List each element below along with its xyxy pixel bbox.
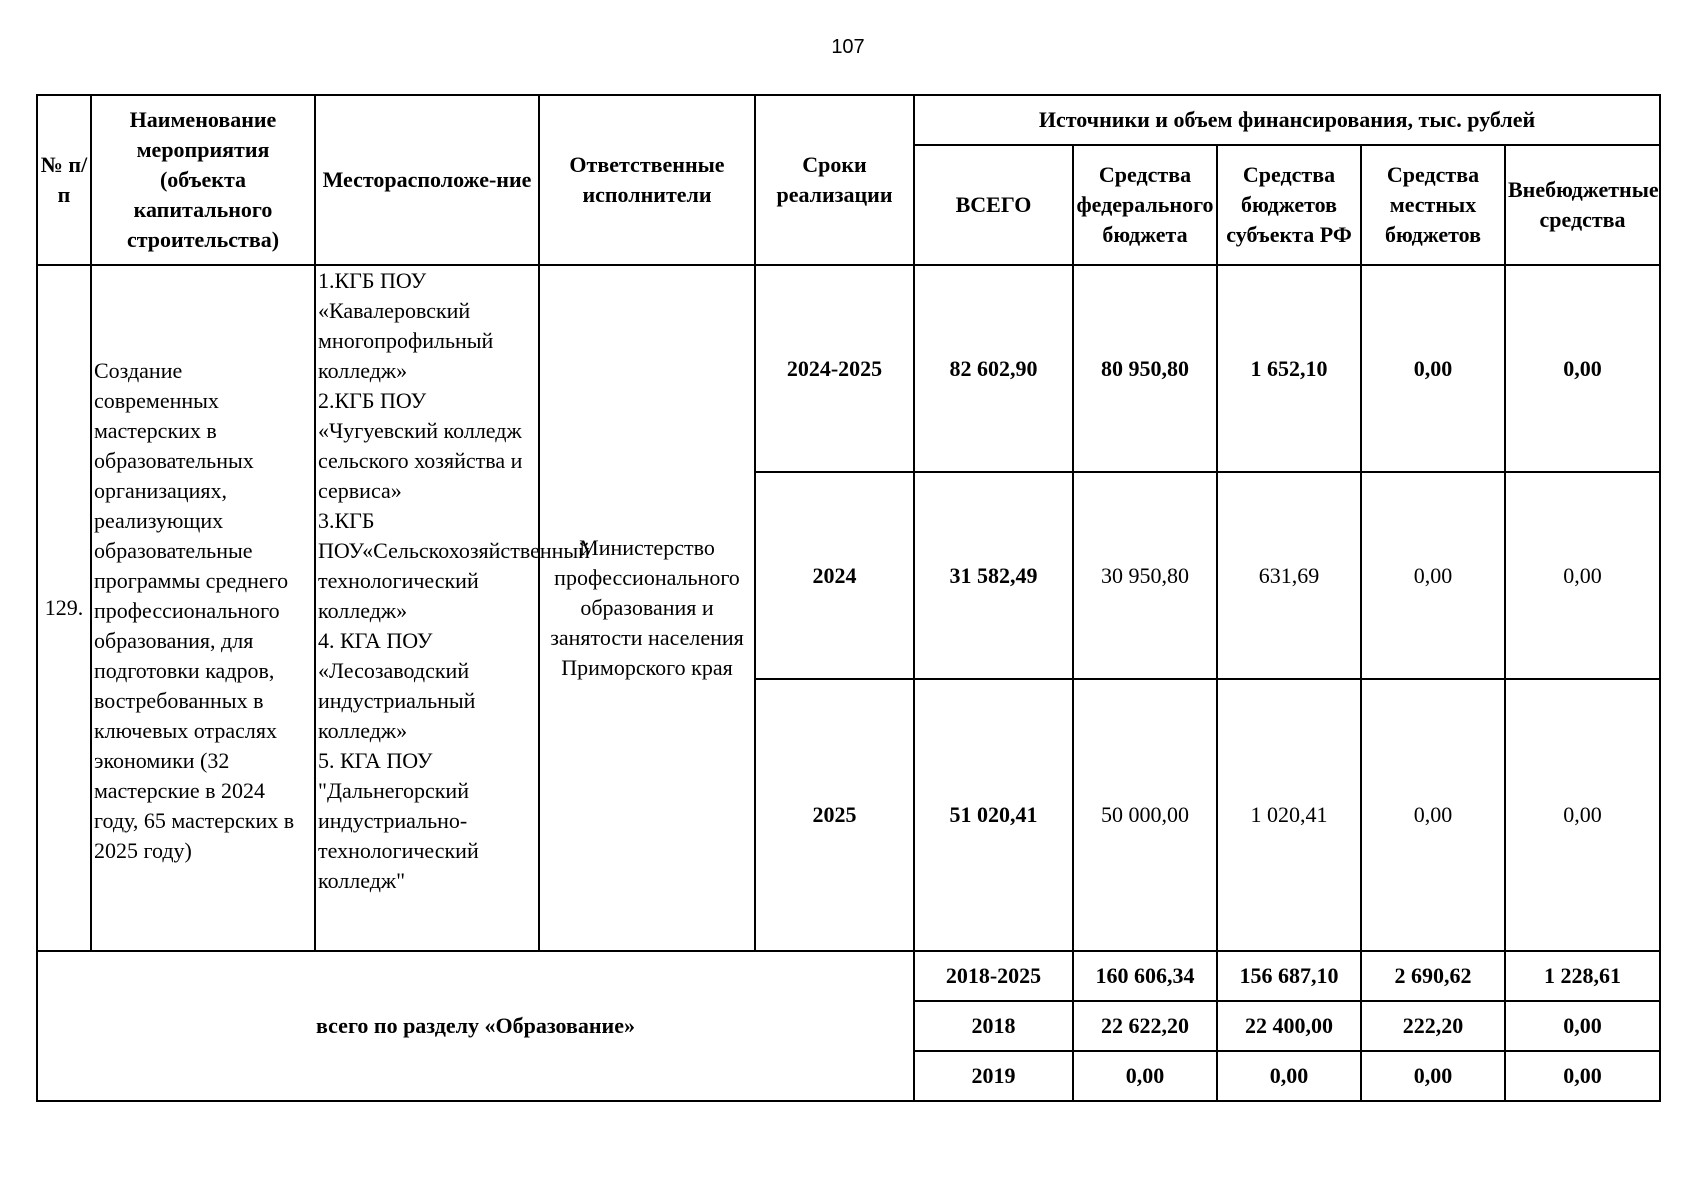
federal-cell: 0,00 (1217, 1051, 1361, 1101)
total-cell: 160 606,34 (1073, 951, 1217, 1001)
location-item: 5. КГА ПОУ "Дальнегорский индустриально-технологический колледж" (318, 748, 479, 893)
extra-cell: 0,00 (1505, 679, 1660, 951)
federal-cell: 30 950,80 (1073, 472, 1217, 679)
total-cell: 31 582,49 (914, 472, 1073, 679)
regional-cell: 1 652,10 (1217, 265, 1361, 472)
row-location (315, 265, 590, 951)
local-cell: 0,00 (1361, 679, 1505, 951)
regional-cell: 0,00 (1361, 1051, 1505, 1101)
summary-row (37, 951, 1660, 1001)
financing-table (36, 94, 1661, 1102)
location-item: 3.КГБ ПОУ«Сельскохозяйственный технологический колледж» (318, 508, 590, 623)
period-cell: 2024-2025 (755, 265, 914, 472)
row-name: Создание современных мастерских в образовательных организациях, реализующих образовательные программы среднего профессионального образования, для подготовки кадров, востребованных в ключевых отраслях экономики (32 мастерские в 2024 году, 65 мастерских в 2025 году) (91, 265, 315, 951)
local-cell: 1 228,61 (1505, 951, 1660, 1001)
header-name: Наименование мероприятия (объекта капитального строительства) (91, 95, 315, 265)
regional-cell: 2 690,62 (1361, 951, 1505, 1001)
row-responsible: Министерство профессионального образования и занятости населения Приморского края (539, 265, 755, 951)
header-total: ВСЕГО (914, 145, 1073, 265)
total-cell: 51 020,41 (914, 679, 1073, 951)
header-num: № п/п (37, 95, 91, 265)
header-extra: Внебюджетные средства (1505, 145, 1660, 265)
federal-cell: 156 687,10 (1217, 951, 1361, 1001)
location-item: 4. КГА ПОУ «Лесозаводский индустриальный колледж» (318, 628, 476, 743)
federal-cell: 50 000,00 (1073, 679, 1217, 951)
total-cell: 22 622,20 (1073, 1001, 1217, 1051)
location-item: 2.КГБ ПОУ «Чугуевский колледж сельского хозяйства и сервиса» (318, 388, 523, 503)
period-cell: 2018-2025 (914, 951, 1073, 1001)
regional-cell: 631,69 (1217, 472, 1361, 679)
header-location: Месторасположе-ние (315, 95, 539, 265)
header-financing-group: Источники и объем финансирования, тыс. рублей (914, 95, 1660, 145)
local-cell: 0,00 (1361, 472, 1505, 679)
total-cell: 82 602,90 (914, 265, 1073, 472)
period-cell: 2019 (914, 1051, 1073, 1101)
period-cell: 2024 (755, 472, 914, 679)
table-row (37, 265, 1660, 472)
page-number: 107 (831, 36, 865, 58)
federal-cell: 80 950,80 (1073, 265, 1217, 472)
federal-cell: 22 400,00 (1217, 1001, 1361, 1051)
regional-cell: 222,20 (1361, 1001, 1505, 1051)
row-num: 129. (37, 265, 91, 951)
period-cell: 2018 (914, 1001, 1073, 1051)
summary-label: всего по разделу «Образование» (37, 951, 914, 1101)
location-item: 1.КГБ ПОУ «Кавалеровский многопрофильный колледж» (318, 268, 494, 383)
header-period: Сроки реализации (755, 95, 914, 265)
total-cell: 0,00 (1073, 1051, 1217, 1101)
regional-cell: 1 020,41 (1217, 679, 1361, 951)
header-federal: Средства федерального бюджета (1073, 145, 1217, 265)
local-cell: 0,00 (1361, 265, 1505, 472)
local-cell: 0,00 (1505, 1051, 1660, 1101)
extra-cell: 0,00 (1505, 265, 1660, 472)
period-cell: 2025 (755, 679, 914, 951)
header-local: Средства местных бюджетов (1361, 145, 1505, 265)
header-responsible: Ответственные исполнители (539, 95, 755, 265)
header-regional: Средства бюджетов субъекта РФ (1217, 145, 1361, 265)
extra-cell: 0,00 (1505, 472, 1660, 679)
local-cell: 0,00 (1505, 1001, 1660, 1051)
